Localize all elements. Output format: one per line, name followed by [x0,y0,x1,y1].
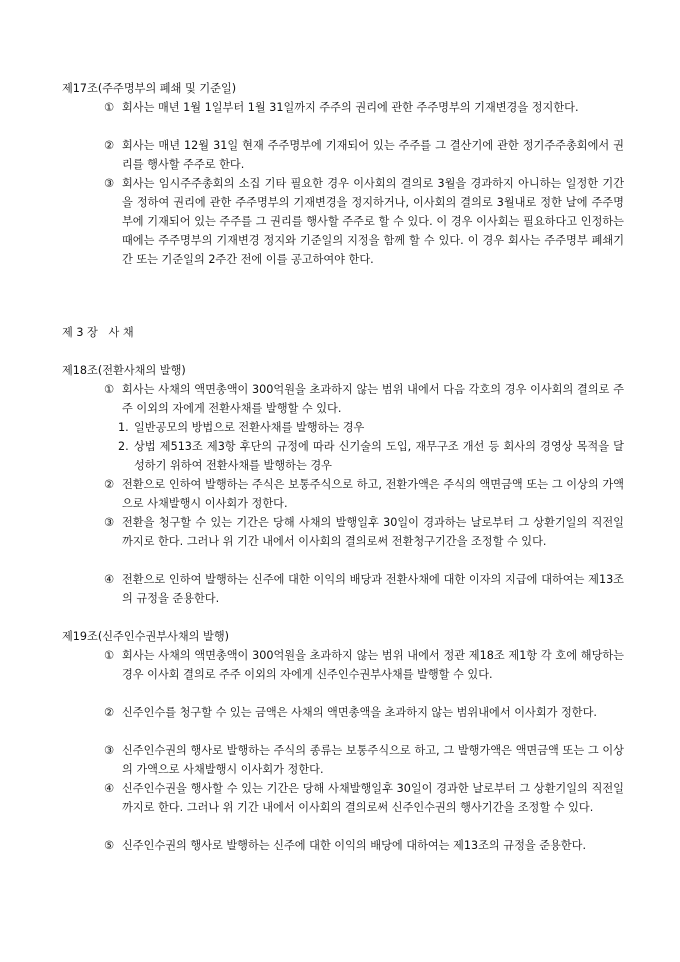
article-19-paragraph-2 [104,703,624,722]
article-19-paragraph-1 [104,646,624,684]
paragraph-marker: ③ [104,177,115,190]
subitem-text: 일반공모의 방법으로 전환사채를 발행하는 경우 [134,421,365,434]
paragraph-text: 신주인수권을 행사할 수 있는 기간은 당해 사채발행일후 30일이 경과한 날로부터 그 상환기일의 직전일까지로 한다. 그러나 위 기간 내에서 이사회의 결의로써 신주인수권의 행사기간을 조정할 수 있다. [122,782,624,814]
article-19-paragraph-3 [104,741,624,779]
article-19-heading: 제19조(신주인수권부사채의 발행) [62,630,230,643]
article-17-paragraph-1 [104,98,624,117]
paragraph-text: 전환으로 인하여 발행하는 신주에 대한 이익의 배당과 전환사채에 대한 이자의 지급에 대하여는 제13조의 규정을 준용한다. [122,573,624,605]
paragraph-marker: ① [104,101,115,114]
paragraph-text: 회사는 사채의 액면총액이 300억원을 초과하지 않는 범위 내에서 정관 제18조 제1항 각 호에 해당하는 경우 이사회 결의로 주주 이외의 자에게 신주인수권부사채를 발행할 수 있다. [122,649,624,681]
subitem-number: 2. [118,440,129,453]
article-18-subitem-2 [118,437,624,475]
paragraph-marker: ① [104,649,115,662]
paragraph-marker: ① [104,383,115,396]
article-17-heading: 제17조(주주명부의 폐쇄 및 기준일) [62,82,237,95]
subitem-number: 1. [118,421,129,434]
article-18-subitem-1 [118,418,624,437]
article-17-paragraph-2 [104,136,624,174]
article-18-heading: 제18조(전환사채의 발행) [62,364,186,377]
paragraph-text: 회사는 매년 12월 31일 현재 주주명부에 기재되어 있는 주주를 그 결산기에 관한 정기주주총회에서 권리를 행사할 주주로 한다. [122,139,624,171]
article-18-paragraph-3 [104,513,624,551]
subitem-text: 상법 제513조 제3항 후단의 규정에 따라 신기술의 도입, 재무구조 개선 등 회사의 경영상 목적을 달성하기 위하여 전환사채를 발행하는 경우 [134,440,624,472]
article-19-paragraph-4 [104,779,624,817]
paragraph-text: 신주인수권의 행사로 발행하는 주식의 종류는 보통주식으로 하고, 그 발행가액은 액면금액 또는 그 이상의 가액으로 사채발행시 이사회가 정한다. [122,744,624,776]
paragraph-marker: ② [104,706,115,719]
article-18-paragraph-4 [104,570,624,608]
paragraph-text: 신주인수권의 행사로 발행하는 신주에 대한 이익의 배당에 대하여는 제13조의 규정을 준용한다. [122,839,587,852]
paragraph-marker: ④ [104,782,115,795]
chapter-3-heading: 제 3 장 사 채 [62,326,134,339]
paragraph-marker: ② [104,478,115,491]
paragraph-text: 전환을 청구할 수 있는 기간은 당해 사채의 발행일후 30일이 경과하는 날로부터 그 상환기일의 직전일까지로 한다. 그러나 위 기간 내에서 이사회의 결의로써 전환청구기간을 조정할 수 있다. [122,516,624,548]
paragraph-text: 신주인수를 청구할 수 있는 금액은 사채의 액면총액을 초과하지 않는 범위내에서 이사회가 정한다. [122,706,597,719]
paragraph-marker: ③ [104,744,115,757]
article-17-paragraph-3 [104,174,624,269]
paragraph-marker: ⑤ [104,839,115,852]
article-19-paragraph-5 [104,836,624,855]
paragraph-marker: ② [104,139,115,152]
article-18-paragraph-1 [104,380,624,418]
article-18-paragraph-2 [104,475,624,513]
paragraph-text: 회사는 매년 1월 1일부터 1월 31일까지 주주의 권리에 관한 주주명부의 기재변경을 정지한다. [122,101,579,114]
paragraph-text: 회사는 임시주주총회의 소집 기타 필요한 경우 이사회의 결의로 3월을 경과하지 아니하는 일정한 기간을 정하여 권리에 관한 주주명부의 기재변경을 정지하거나, 이사회의 결의로 3월내로 정한 날에 주주명부에 기재되어 있는 주주를 그 권리를 행사할 주주로 할 수 있다. 이 경우 이사회는 필요하다고 인정하는 때에는 주주명부의 기재변경 정지와 기준일의 지정을 함께 할 수 있다. 이 경우 회사는 주주명부 폐쇄기간 또는 기준일의 2주간 전에 이를 공고하여야 한다. [122,177,624,266]
paragraph-text: 전환으로 인하여 발행하는 주식은 보통주식으로 하고, 전환가액은 주식의 액면금액 또는 그 이상의 가액으로 사채발행시 이사회가 정한다. [122,478,624,510]
paragraph-marker: ④ [104,573,115,586]
paragraph-marker: ③ [104,516,115,529]
paragraph-text: 회사는 사채의 액면총액이 300억원을 초과하지 않는 범위 내에서 다음 각호의 경우 이사회의 결의로 주주 이외의 자에게 전환사채를 발행할 수 있다. [122,383,624,415]
